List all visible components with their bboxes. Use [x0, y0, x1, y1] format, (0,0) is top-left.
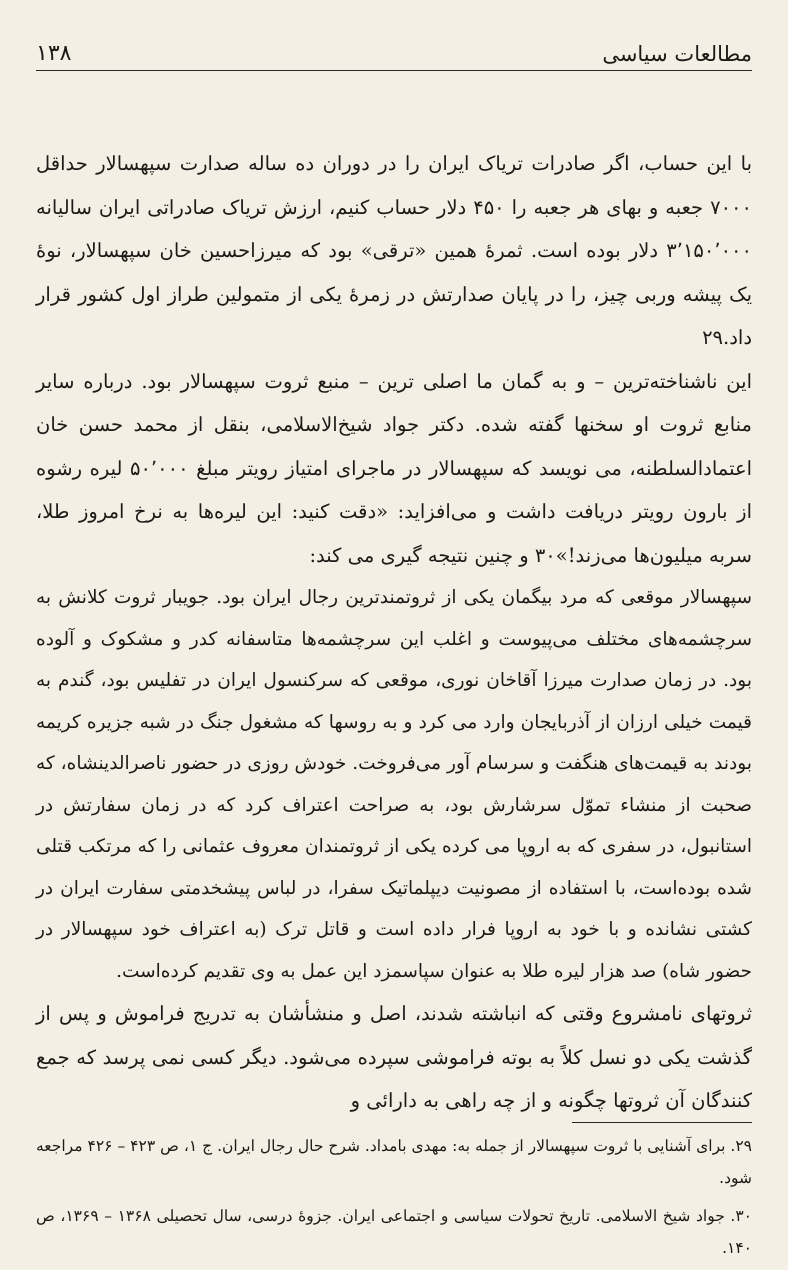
body-text: [36, 142, 752, 1123]
footnote-29: ۲۹. برای آشنایی با ثروت سپهسالار از جمله به: مهدی بامداد. شرح حال رجال ایران. ج ۱، ص ۴۲۳ – ۴۲۶ مراجعه شود.: [36, 1137, 752, 1187]
header-rule: [36, 70, 752, 71]
paragraph-4: ثروتهای نامشروع وقتی که انباشته شدند، اصل و منشأشان به تدریج فراموش و پس از گذشت یکی دو نسل کلاً به بوته فراموشی سپرده می‌شود. دیگر کسی نمی پرسد که جمع کنندگان آن ثروتها چگونه و از چه راهی به دارائی و: [36, 1002, 752, 1112]
page-header: [36, 22, 752, 66]
paragraph-2: این ناشناخته‌ترین – و به گمان ما اصلی ترین – منبع ثروت سپهسالار بود. درباره سایر منابع ثروت او سخنها گفته شده. دکتر جواد شیخ‌الاسلامی، بنقل از محمد حسن خان اعتمادالسلطنه، می نویسد که سپهسالار در ماجرای امتیاز رویتر مبلغ ۵۰٬۰۰۰ لیره رشوه از بارون رویتر دریافت داشت و می‌افزاید: «دقت کنید: این لیره‌ها به نرخ امروز طلا، سربه میلیون‌ها می‌زند!»۳۰ و چنین نتیجه گیری می کند:: [36, 369, 753, 567]
paragraph-1: با این حساب، اگر صادرات تریاک ایران را در دوران ده ساله صدارت سپهسالار حداقل ۷۰۰۰ جعبه و بهای هر جعبه را ۴۵۰ دلار حساب کنیم، ارزش تریاک صادراتی ایران سالیانه ۳٬۱۵۰٬۰۰۰ دلار بوده است. ثمرهٔ همین «ترقی» بود که میرزاحسین خان سپهسالار، نوهٔ یک پیشه وربی چیز، را در پایان صدارتش در زمرهٔ یکی از متمولین طراز اول کشور قرار داد.۲۹: [36, 152, 752, 349]
running-title: مطالعات سیاسی: [602, 42, 752, 66]
footnotes: [36, 1130, 752, 1270]
block-quote: سپهسالار موقعی که مرد بیگمان یکی از ثروتمندترین رجال ایران بود. جویبار ثروت کلانش به سرچشمه‌های مختلف می‌پیوست و اغلب این سرچشمه‌ها متاسفانه کدر و مشکوک و آلوده بود. در زمان صدارت میرزا آقاخان نوری، موقعی که سرکنسول ایران در تفلیس بود، گندم به قیمت خیلی ارزان از آذربایجان وارد می کرد و به روسها که مشغول جنگ در شبه جزیره کریمه بودند به قیمت‌های هنگفت و سرسام آور می‌فروخت. خودش روزی در حضور ناصرالدینشاه، که صحبت از منشاء تموّل سرشارش بود، به صراحت اعتراف کرد که در زمان سفارتش در استانبول، در سفری که به اروپا می کرده یکی از ثروتمندان معروف عثمانی را که مرتکب قتلی شده بوده‌است، با استفاده از مصونیت دیپلماتیک سفرا، در لباس پیشخدمتی سفارت ایران در کشتی نشانده و با خود به اروپا فرار داده است و قاتل ترک (به اعتراف خود سپهسالار در حضور شاه) صد هزار لیره طلا به عنوان سپاسمزد این عمل به وی تقدیم کرده‌است.: [36, 587, 752, 982]
page-number: ۱۳۸: [36, 41, 72, 66]
footnote-30: ۳۰. جواد شیخ الاسلامی. تاریخ تحولات سیاسی و اجتماعی ایران. جزوهٔ درسی، سال تحصیلی ۱۳۶۸ – ۱۳۶۹، ص ۱۴۰.: [36, 1207, 752, 1257]
footnote-rule: [572, 1122, 752, 1123]
